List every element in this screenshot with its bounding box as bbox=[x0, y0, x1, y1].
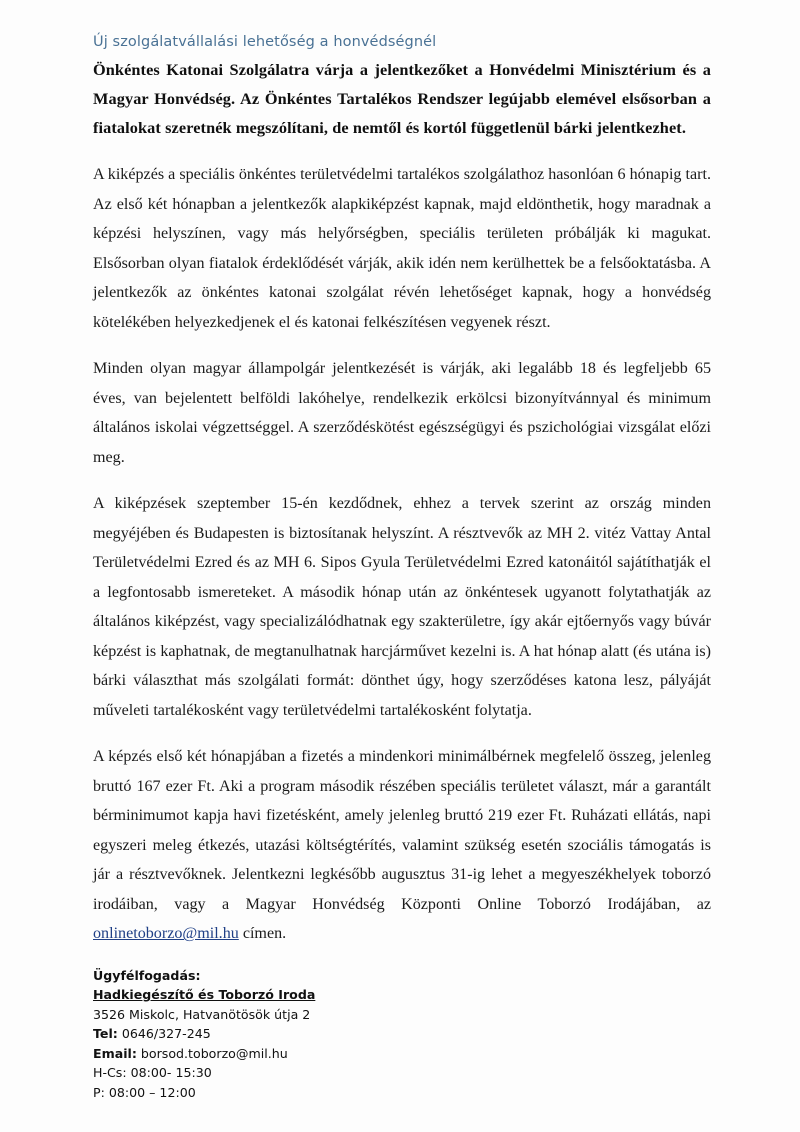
contact-hours-friday: P: 08:00 – 12:00 bbox=[93, 1084, 196, 1100]
contact-email-label: Email: bbox=[93, 1045, 137, 1061]
contact-block bbox=[93, 966, 711, 1103]
contact-heading: Ügyfélfogadás: bbox=[93, 967, 201, 983]
page-title: Új szolgálatvállalási lehetőség a honvédségnél bbox=[93, 34, 437, 50]
contact-email-value: borsod.toborzo@mil.hu bbox=[136, 1045, 288, 1061]
lead-paragraph: Önkéntes Katonai Szolgálatra várja a jelentkezőket a Honvédelmi Minisztérium és a Magyar Honvédség. Az Önkéntes Tartalékos Rendszer legújabb elemével elsősorban a fiatalokat szeretnék megszólítani, de nemtől és kortól függetlenül bárki jelentkezhet. bbox=[93, 60, 711, 138]
body-paragraph-3: A kiképzések szeptember 15-én kezdődnek, ehhez a tervek szerint az ország minden megyéjében és Budapesten is biztosítanak helyszínt. A résztvevők az MH 2. vitéz Vattay Antal Területvédelmi Ezred és az MH 6. Sipos Gyula Területvédelmi Ezred katonáitól sajátíthatják el a legfontosabb ismereteket. A második hónap után az önkéntesek ugyanott folytathatják az általános kiképzést, vagy specializálódhatnak egy szakterületre, így akár ejtőernyős vagy búvár képzést is kaphatnak, de megtanulhatnak harcjárművet kezelni is. A hat hónap alatt (és utána is) bárki választhat más szolgálati formát: dönthet úgy, hogy szerződéses katona lesz, pályáját műveleti tartalékosként vagy területvédelmi tartalékosként folytatja. bbox=[93, 495, 711, 719]
body-paragraph-4 bbox=[93, 742, 711, 949]
paragraph-4-text-before-link: A képzés első két hónapjában a fizetés a mindenkori minimálbérnek megfelelő összeg, jelenleg bruttó 167 ezer Ft. Aki a program második részében speciális területet választ, már a garantált bérminimumot kapja havi fizetésként, amely jelenleg bruttó 219 ezer Ft. Ruházati ellátás, napi egyszeri meleg étkezés, utazási költségtérítés, valamint szükség esetén szociális támogatás is jár a résztvevőknek. Jelentkezni legkésőbb augusztus 31-ig lehet a megyeszékhelyek toborzó irodáiban, vagy a Magyar Honvédség Központi Online Toborzó Irodájában, az bbox=[93, 748, 711, 913]
paragraph-4-text-after-link: címen. bbox=[238, 925, 287, 943]
document-body bbox=[93, 34, 711, 1102]
contact-phone-label: Tel: bbox=[93, 1026, 118, 1042]
contact-address: 3526 Miskolc, Hatvanötösök útja 2 bbox=[93, 1006, 311, 1022]
body-paragraph-1: A kiképzés a speciális önkéntes területvédelmi tartalékos szolgálathoz hasonlóan 6 hónapig tart. Az első két hónapban a jelentkezők alapkiképzést kapnak, majd eldönthetik, hogy maradnak a képzési helyszínen, vagy más helyőrségben, speciális területen próbálják ki magukat. Elsősorban olyan fiatalok érdeklődését várják, akik idén nem kerülhettek be a felsőoktatásba. A jelentkezők az önkéntes katonai szolgálat révén lehetőséget kapnak, hogy a honvédség kötelékében helyezkedjenek el és katonai felkészítésen vegyenek részt. bbox=[93, 166, 711, 331]
contact-office-name: Hadkiegészítő és Toborzó Iroda bbox=[93, 987, 316, 1003]
contact-phone-row bbox=[93, 1024, 711, 1044]
body-paragraph-2: Minden olyan magyar állampolgár jelentkezését is várják, aki legalább 18 és legfeljebb 65 éves, van bejelentett belföldi lakóhelye, rendelkezik erkölcsi bizonyítvánnyal és minimum általános iskolai végzettséggel. A szerződéskötést egészségügyi és pszichológiai vizsgálat előzi meg. bbox=[93, 360, 711, 466]
contact-hours-weekday: H-Cs: 08:00- 15:30 bbox=[93, 1065, 212, 1081]
contact-phone-value: 0646/327-245 bbox=[117, 1026, 211, 1042]
email-link-onlinetoborzo[interactable]: onlinetoborzo@mil.hu bbox=[93, 925, 239, 943]
contact-email-row bbox=[93, 1044, 711, 1064]
